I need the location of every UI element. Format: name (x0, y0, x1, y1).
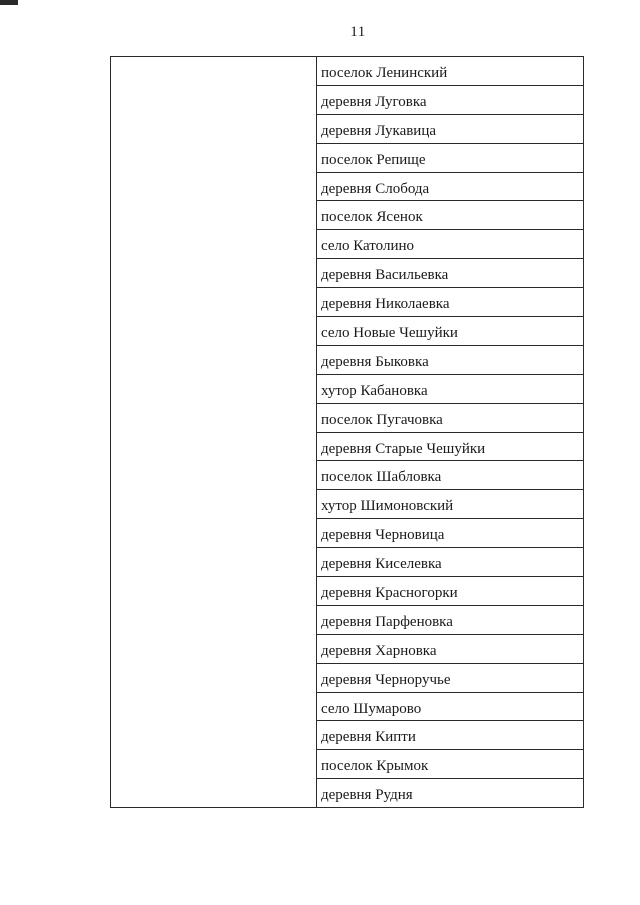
settlement-cell (317, 85, 584, 114)
settlement-name: деревня Николаевка (321, 296, 450, 313)
page-number: 11 (350, 24, 366, 40)
settlement-cell (317, 721, 584, 750)
settlement-name: село Новые Чешуйки (321, 324, 458, 341)
settlement-cell (317, 432, 584, 461)
settlement-name: деревня Васильевка (321, 267, 449, 284)
settlement-name: поселок Пугачовка (321, 411, 443, 428)
settlement-cell (317, 490, 584, 519)
settlement-cell (317, 779, 584, 808)
settlement-name: поселок Крымок (321, 758, 429, 775)
settlement-cell (317, 634, 584, 663)
settlement-name: деревня Черновица (321, 527, 445, 544)
settlement-cell (317, 259, 584, 288)
settlements-table (110, 56, 584, 808)
settlement-name: деревня Красногорки (321, 584, 458, 601)
district-name-cell (111, 57, 317, 808)
settlement-name: деревня Быковка (321, 353, 429, 370)
settlement-name: поселок Шабловка (321, 469, 442, 486)
settlement-name: деревня Харновка (321, 642, 437, 659)
settlement-cell (317, 317, 584, 346)
settlement-cell (317, 692, 584, 721)
settlement-cell (317, 519, 584, 548)
settlement-cell (317, 461, 584, 490)
settlement-name: деревня Рудня (321, 787, 413, 804)
settlement-cell (317, 57, 584, 86)
settlement-cell (317, 374, 584, 403)
settlement-cell (317, 577, 584, 606)
settlement-cell (317, 114, 584, 143)
settlement-cell (317, 403, 584, 432)
settlement-name: поселок Репище (321, 151, 426, 168)
settlement-name: село Католино (321, 238, 415, 255)
settlement-name: хутор Шимоновский (321, 498, 454, 515)
scan-corner-mark (0, 0, 18, 5)
settlement-cell (317, 143, 584, 172)
settlement-cell (317, 750, 584, 779)
settlement-name: деревня Слобода (321, 180, 430, 197)
settlement-cell (317, 201, 584, 230)
settlement-cell (317, 345, 584, 374)
settlement-name: деревня Луговка (321, 93, 427, 110)
settlement-name: деревня Киселевка (321, 556, 442, 573)
settlement-name: деревня Черноручье (321, 671, 451, 688)
settlement-name: деревня Кипти (321, 729, 416, 746)
settlements-table-body (111, 57, 584, 808)
settlement-name: поселок Ленинский (321, 64, 448, 81)
settlement-cell (317, 605, 584, 634)
settlement-cell (317, 548, 584, 577)
settlement-cell (317, 230, 584, 259)
settlement-name: деревня Парфеновка (321, 613, 453, 630)
settlement-cell (317, 172, 584, 201)
settlement-cell (317, 288, 584, 317)
table-row (111, 57, 584, 86)
settlement-name: хутор Кабановка (321, 382, 428, 399)
settlement-name: поселок Ясенок (321, 209, 423, 226)
settlement-name: село Шумарово (321, 700, 422, 717)
settlement-name: деревня Старые Чешуйки (321, 440, 486, 457)
settlement-name: деревня Лукавица (321, 122, 437, 139)
settlement-cell (317, 663, 584, 692)
